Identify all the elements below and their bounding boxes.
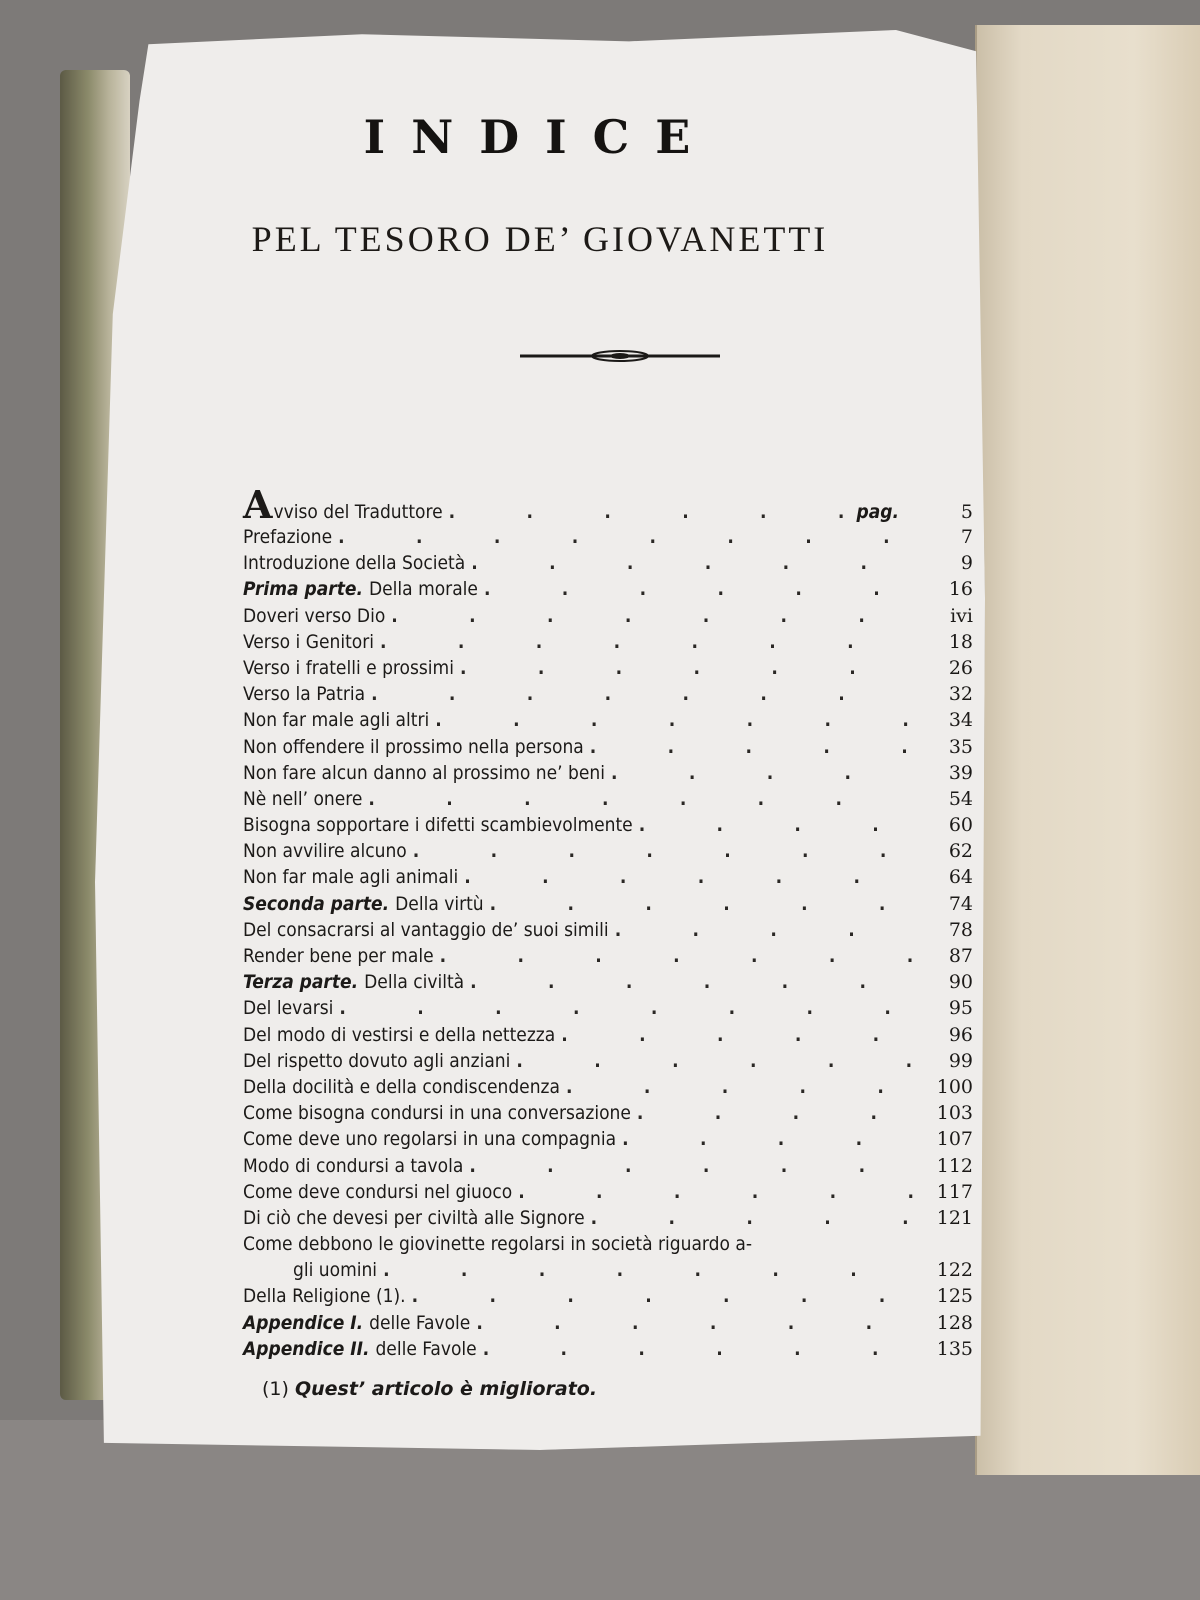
toc-page-number: 128 — [936, 1311, 973, 1334]
toc-entry-title: Non avvilire alcuno — [243, 840, 407, 863]
toc-entry-title: Di ciò che devesi per civiltà alle Signore — [243, 1206, 585, 1229]
toc-entry — [243, 482, 973, 527]
toc-entry — [243, 786, 973, 812]
dot-leader — [615, 917, 915, 943]
toc-page-number: 107 — [936, 1128, 973, 1151]
toc-entry — [243, 707, 973, 733]
toc-page-number: 18 — [948, 630, 973, 653]
toc-page-number: 39 — [948, 761, 973, 784]
toc-entry-title: vviso del Traduttore — [273, 501, 443, 523]
toc-entry — [243, 864, 973, 890]
toc-entry — [243, 760, 973, 786]
footnote-mark: (1) — [262, 1378, 289, 1400]
dot-leader — [460, 655, 915, 681]
toc-entry-title: Della Religione (1). — [243, 1285, 406, 1308]
toc-entry-title: Non far male agli animali — [243, 866, 459, 889]
toc-entry — [243, 655, 973, 681]
toc-entry-title: Della morale — [368, 578, 478, 601]
toc-entry — [243, 1336, 973, 1362]
dot-leader — [368, 786, 915, 812]
dot-leader — [435, 707, 915, 733]
toc-page-number: 64 — [948, 866, 973, 889]
toc-page-number: 112 — [936, 1154, 973, 1177]
toc-entry — [243, 1205, 973, 1231]
toc-page-number: 34 — [948, 709, 973, 732]
toc-entry-title: Come bisogna condursi in una conversazione — [243, 1102, 631, 1125]
toc-entry-title: Non offendere il prossimo nella persona — [243, 735, 584, 758]
toc-entry-title: Modo di condursi a tavola — [243, 1154, 464, 1177]
toc-entry — [243, 943, 973, 969]
dot-leader — [518, 1179, 915, 1205]
toc-page-number: 26 — [948, 656, 973, 679]
dot-leader — [591, 1205, 915, 1231]
toc-entry — [243, 1022, 973, 1048]
table-of-contents — [243, 482, 973, 1362]
toc-entry — [243, 524, 973, 550]
toc-part-label: Appendice II. — [243, 1337, 370, 1360]
toc-entry — [243, 1283, 973, 1309]
footnote-text: Quest’ articolo è migliorato. — [294, 1378, 598, 1400]
toc-entry-title: Della docilità e della condiscendenza — [243, 1075, 560, 1098]
toc-entry-title: Come deve condursi nel giuoco — [243, 1180, 513, 1203]
toc-entry-title: delle Favole — [369, 1311, 471, 1334]
toc-entry — [243, 1048, 973, 1074]
dot-leader — [637, 1100, 915, 1126]
toc-entry-title: delle Favole — [375, 1337, 477, 1360]
dot-leader — [470, 969, 915, 995]
dot-leader — [516, 1048, 915, 1074]
dot-leader — [413, 838, 915, 864]
toc-entry-title: Verso i Genitori — [243, 630, 375, 653]
toc-entry — [243, 995, 973, 1021]
facing-page — [975, 25, 1200, 1475]
dot-leader — [490, 891, 915, 917]
toc-page-number: 9 — [960, 552, 973, 575]
dot-leader — [476, 1310, 915, 1336]
toc-page-number: 62 — [948, 840, 973, 863]
dot-leader — [639, 812, 915, 838]
toc-entry — [243, 1126, 973, 1152]
dot-leader — [566, 1074, 915, 1100]
toc-part-label: Seconda parte. — [243, 892, 390, 915]
toc-entry — [243, 838, 973, 864]
dot-leader — [611, 760, 915, 786]
dot-leader — [339, 995, 915, 1021]
toc-entry — [243, 603, 973, 629]
toc-entry — [243, 1179, 973, 1205]
dot-leader — [338, 524, 915, 550]
toc-entry-title: Come deve uno regolarsi in una compagnia — [243, 1128, 617, 1151]
toc-entry-title: Prefazione — [243, 526, 333, 548]
toc-entry — [243, 681, 973, 707]
dot-leader — [469, 1153, 915, 1179]
page-title: INDICE — [363, 110, 717, 164]
toc-page-number: 32 — [948, 683, 973, 706]
toc-page-number: 74 — [948, 892, 973, 915]
toc-page-number: 135 — [936, 1337, 973, 1360]
toc-page-number: 121 — [936, 1206, 973, 1229]
toc-page-number: 78 — [948, 918, 973, 941]
toc-entry-title-cont: gli uomini — [293, 1259, 378, 1282]
toc-part-label: Prima parte. — [243, 578, 363, 601]
toc-entry — [243, 1153, 973, 1179]
dot-leader — [371, 681, 915, 707]
toc-entry-title: Della civiltà — [364, 971, 465, 994]
toc-entry-title: Del rispetto dovuto agli anziani — [243, 1049, 511, 1072]
toc-page-number: 122 — [936, 1259, 973, 1282]
drop-cap: A — [243, 482, 273, 527]
toc-page-number: 95 — [948, 997, 973, 1020]
footnote — [262, 1378, 597, 1400]
toc-part-label: Appendice I. — [243, 1311, 364, 1334]
toc-entry-title: Della virtù — [395, 892, 484, 915]
toc-entry-title: Come debbono le giovinette regolarsi in società riguardo a- — [243, 1233, 752, 1256]
toc-page-number: 7 — [960, 526, 973, 548]
dot-leader — [391, 603, 915, 629]
toc-page-number: 99 — [948, 1049, 973, 1072]
toc-page-number: 5 — [960, 501, 973, 523]
dot-leader — [483, 1336, 915, 1362]
toc-page-number: 60 — [948, 814, 973, 837]
dot-leader — [484, 576, 915, 602]
toc-entry-title: Verso i fratelli e prossimi — [243, 656, 454, 679]
toc-page-number: 117 — [936, 1180, 973, 1203]
toc-entry-title: Verso la Patria — [243, 683, 366, 706]
toc-entry — [243, 969, 973, 995]
toc-page-number: 54 — [948, 787, 973, 810]
toc-entry — [243, 576, 973, 602]
toc-entry-title: Non fare alcun danno al prossimo ne’ beni — [243, 761, 605, 784]
toc-entry-title: Nè nell’ onere — [243, 787, 363, 810]
toc-entry — [243, 550, 973, 576]
dot-leader — [383, 1257, 915, 1283]
toc-entry-title: Bisogna sopportare i difetti scambievolmente — [243, 814, 633, 837]
toc-page-number: ivi — [950, 604, 973, 627]
pag-label: pag. — [856, 501, 899, 523]
dot-leader — [380, 629, 915, 655]
toc-entry — [243, 891, 973, 917]
toc-entry-title: Del modo di vestirsi e della nettezza — [243, 1023, 556, 1046]
toc-entry — [243, 917, 973, 943]
toc-entry-title: Introduzione della Società — [243, 552, 466, 575]
ornament-divider — [520, 346, 720, 366]
toc-page-number: 125 — [936, 1285, 973, 1308]
toc-entry — [243, 629, 973, 655]
toc-part-label: Terza parte. — [243, 971, 359, 994]
toc-page-number: 90 — [948, 971, 973, 994]
toc-page-number: 96 — [948, 1023, 973, 1046]
toc-page-number: 87 — [948, 945, 973, 967]
toc-entry — [243, 1231, 973, 1283]
toc-entry-title: Render bene per male — [243, 945, 434, 967]
dot-leader — [412, 1283, 915, 1309]
dot-leader — [464, 864, 915, 890]
toc-entry-title: Non far male agli altri — [243, 709, 430, 732]
dot-leader — [590, 734, 915, 760]
toc-entry — [243, 1074, 973, 1100]
toc-entry-title: Del levarsi — [243, 997, 334, 1020]
toc-page-number: 103 — [936, 1102, 973, 1125]
toc-entry — [243, 1310, 973, 1336]
dot-leader — [561, 1022, 915, 1048]
toc-page-number: 16 — [948, 578, 973, 601]
toc-page-number: 35 — [948, 735, 973, 758]
dot-leader — [440, 943, 915, 969]
toc-entry — [243, 812, 973, 838]
toc-entry — [243, 1100, 973, 1126]
toc-entry-title: Doveri verso Dio — [243, 604, 386, 627]
toc-entry — [243, 734, 973, 760]
dot-leader — [471, 550, 915, 576]
dot-leader — [622, 1126, 915, 1152]
toc-page-number: 100 — [936, 1075, 973, 1098]
page-subtitle: PEL TESORO DE’ GIOVANETTI — [251, 219, 829, 259]
toc-entry-title: Del consacrarsi al vantaggio de’ suoi simili — [243, 918, 609, 941]
